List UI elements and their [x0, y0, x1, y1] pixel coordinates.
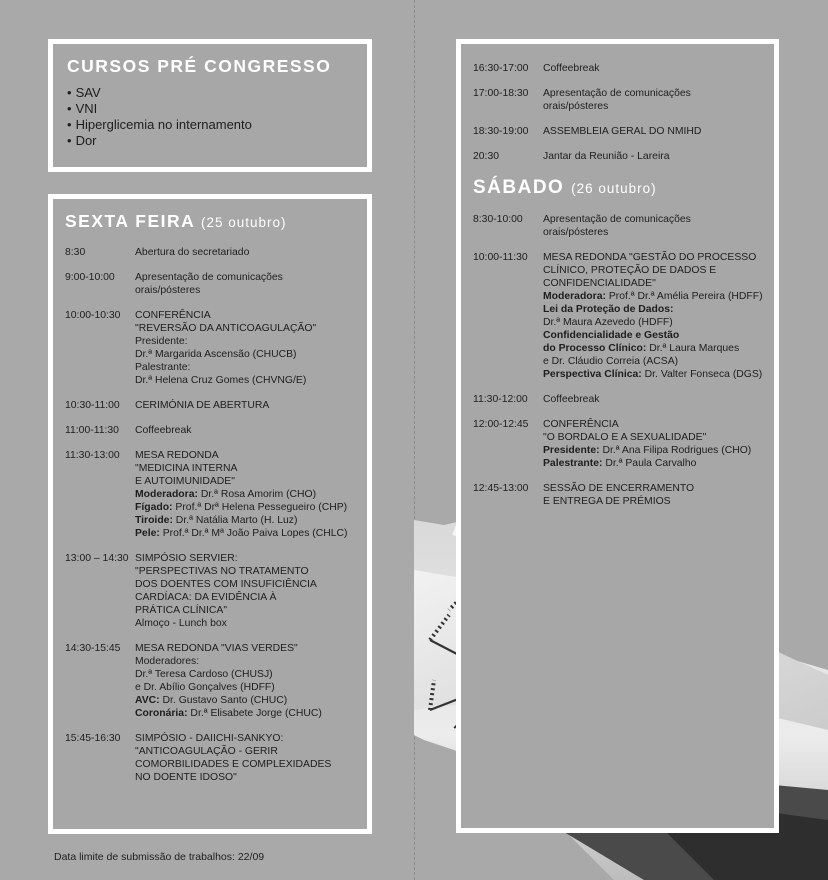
row-line: Moderadora: Prof.ª Dr.ª Amélia Pereira (HDFF)	[543, 291, 763, 302]
row-desc	[543, 213, 762, 239]
schedule-row	[65, 399, 355, 412]
sexta-date: (25 outubro)	[200, 215, 287, 230]
row-line: NO DOENTE IDOSO"	[135, 772, 237, 783]
curso-item: • Hiperglicemia no internamento	[67, 117, 353, 133]
schedule-row	[65, 732, 355, 784]
row-line: Perspectiva Clínica: Dr. Valter Fonseca (DGS)	[543, 369, 763, 380]
row-line: Tiroide: Dr.ª Natália Marto (H. Luz)	[135, 515, 298, 526]
row-line: e Dr. Abílio Gonçalves (HDFF)	[135, 682, 275, 693]
row-line: Presidente: Dr.ª Ana Filipa Rodrigues (CHO)	[543, 445, 752, 456]
row-desc	[135, 552, 355, 630]
schedule-row	[65, 309, 355, 387]
schedule-row	[65, 424, 355, 437]
row-line: MESA REDONDA "VIAS VERDES"	[135, 643, 298, 654]
row-desc	[543, 393, 762, 406]
row-line: COMORBILIDADES E COMPLEXIDADES	[135, 759, 332, 770]
schedule-row	[473, 150, 762, 163]
row-line: Pele: Prof.ª Dr.ª Mª João Paiva Lopes (CHLC)	[135, 528, 348, 539]
sabado-schedule	[473, 213, 762, 508]
schedule-row	[65, 449, 355, 540]
row-line: E ENTREGA DE PRÉMIOS	[543, 496, 671, 507]
row-line: e Dr. Cláudio Correia (ACSA)	[543, 356, 679, 367]
schedule-row	[473, 418, 762, 470]
sexta-continued-schedule	[473, 62, 762, 163]
row-line: Dr.ª Teresa Cardoso (CHUSJ)	[135, 669, 273, 680]
row-desc	[135, 309, 355, 387]
row-line: Dr.ª Maura Azevedo (HDFF)	[543, 317, 673, 328]
row-line: orais/pósteres	[543, 227, 609, 238]
schedule-row	[65, 642, 355, 720]
row-line: Coffeebreak	[543, 394, 600, 405]
row-line: "MEDICINA INTERNA	[135, 463, 238, 474]
row-line: ASSEMBLEIA GERAL DO NMIHD	[543, 126, 702, 137]
sexta-title	[65, 211, 355, 232]
schedule-row	[65, 246, 355, 259]
schedule-row	[65, 552, 355, 630]
row-line: PRÁTICA CLÍNICA"	[135, 605, 228, 616]
schedule-row	[473, 251, 762, 381]
row-desc	[135, 732, 355, 784]
right-program-box	[456, 39, 779, 833]
row-time: 15:45-16:30	[65, 733, 121, 744]
row-line: CONFERÊNCIA	[135, 310, 211, 321]
row-line: Jantar da Reunião - Lareira	[543, 151, 670, 162]
row-desc	[135, 246, 355, 259]
row-desc	[543, 251, 763, 381]
row-line: orais/pósteres	[543, 101, 609, 112]
row-time: 11:30-13:00	[65, 450, 120, 461]
curso-item: • VNI	[67, 101, 353, 117]
row-time: 10:00-10:30	[65, 310, 121, 321]
row-desc	[543, 150, 762, 163]
row-line: CONFERÊNCIA	[543, 419, 619, 430]
row-line: CLÍNICO, PROTEÇÃO DE DADOS E	[543, 265, 717, 276]
row-time: 14:30-15:45	[65, 643, 121, 654]
curso-item: • Dor	[67, 133, 353, 149]
row-desc	[543, 418, 762, 470]
row-line: "O BORDALO E A SEXUALIDADE"	[543, 432, 707, 443]
row-line: DOS DOENTES COM INSUFICIÊNCIA	[135, 579, 317, 590]
curso-item: • SAV	[67, 85, 353, 101]
row-line: Palestrante:	[135, 362, 191, 373]
row-time: 12:45-13:00	[473, 483, 529, 494]
cursos-title: CURSOS PRÉ CONGRESSO	[67, 56, 332, 76]
row-desc	[135, 271, 355, 297]
sabado-date: (26 outubro)	[571, 181, 657, 196]
row-line: Apresentação de comunicações	[543, 214, 691, 225]
row-time: 11:00-11:30	[65, 425, 119, 436]
sexta-day: SEXTA FEIRA	[65, 211, 195, 231]
row-line: SIMPÓSIO - DAIICHI-SANKYO:	[135, 733, 284, 744]
row-line: do Processo Clínico: Dr.ª Laura Marques	[543, 343, 740, 354]
schedule-row	[473, 213, 762, 239]
row-line: Coffeebreak	[543, 63, 600, 74]
sabado-title	[473, 177, 762, 199]
row-line: Fígado: Prof.ª Drª Helena Pessegueiro (CHP)	[135, 502, 348, 513]
sexta-schedule	[65, 246, 355, 784]
row-time: 10:30-11:00	[65, 400, 120, 411]
row-line: Moderadores:	[135, 656, 200, 667]
row-line: Coronária: Dr.ª Elisabete Jorge (CHUC)	[135, 708, 322, 719]
row-line: Apresentação de comunicações	[543, 88, 691, 99]
submission-deadline-note: Data limite de submissão de trabalhos: 22/09	[54, 851, 265, 863]
row-line: orais/pósteres	[135, 285, 201, 296]
row-line: "PERSPECTIVAS NO TRATAMENTO	[135, 566, 309, 577]
schedule-row	[473, 482, 762, 508]
row-line: SIMPÓSIO SERVIER:	[135, 553, 238, 564]
row-desc	[135, 424, 355, 437]
row-time: 18:30-19:00	[473, 126, 529, 137]
row-line: SESSÃO DE ENCERRAMENTO	[543, 483, 695, 494]
row-time: 16:30-17:00	[473, 63, 529, 74]
sexta-feira-box	[48, 194, 372, 834]
schedule-row	[473, 393, 762, 406]
row-line: Lei da Proteção de Dados:	[543, 304, 674, 315]
sabado-day: SÁBADO	[473, 177, 565, 198]
row-desc	[543, 482, 762, 508]
schedule-row	[65, 271, 355, 297]
row-line: Dr.ª Helena Cruz Gomes (CHVNG/E)	[135, 375, 307, 386]
row-line: Palestrante: Dr.ª Paula Carvalho	[543, 458, 697, 469]
row-desc	[543, 62, 762, 75]
cursos-pre-congresso-box	[48, 39, 372, 172]
row-time: 12:00-12:45	[473, 419, 529, 430]
cursos-list	[67, 85, 353, 149]
schedule-row	[473, 87, 762, 113]
row-time: 8:30	[65, 247, 86, 258]
row-line: "ANTICOAGULAÇÃO - GERIR	[135, 746, 278, 757]
row-line: Presidente:	[135, 336, 188, 347]
row-time: 8:30-10:00	[473, 214, 523, 225]
row-line: "REVERSÃO DA ANTICOAGULAÇÃO"	[135, 323, 317, 334]
row-line: Abertura do secretariado	[135, 247, 250, 258]
row-time: 9:00-10:00	[65, 272, 115, 283]
schedule-row	[473, 62, 762, 75]
row-time: 17:00-18:30	[473, 88, 529, 99]
row-desc	[135, 642, 355, 720]
row-line: Coffeebreak	[135, 425, 192, 436]
row-line: CONFIDENCIALIDADE"	[543, 278, 656, 289]
row-time: 13:00 – 14:30	[65, 553, 129, 564]
row-time: 10:00-11:30	[473, 252, 528, 263]
row-line: Apresentação de comunicações	[135, 272, 283, 283]
row-line: CARDÍACA: DA EVIDÊNCIA À	[135, 592, 277, 603]
row-line: Dr.ª Margarida Ascensão (CHUCB)	[135, 349, 297, 360]
row-line: AVC: Dr. Gustavo Santo (CHUC)	[135, 695, 288, 706]
row-desc	[135, 399, 355, 412]
row-line: Moderadora: Dr.ª Rosa Amorim (CHO)	[135, 489, 317, 500]
row-time: 11:30-12:00	[473, 394, 528, 405]
row-desc	[543, 125, 762, 138]
row-desc	[543, 87, 762, 113]
row-line: MESA REDONDA "GESTÃO DO PROCESSO	[543, 252, 757, 263]
row-line: Almoço - Lunch box	[135, 618, 227, 629]
row-time: 20:30	[473, 151, 500, 162]
schedule-row	[473, 125, 762, 138]
row-line: CERIMÓNIA DE ABERTURA	[135, 400, 270, 411]
row-line: E AUTOIMUNIDADE"	[135, 476, 235, 487]
row-desc	[135, 449, 355, 540]
row-line: MESA REDONDA	[135, 450, 219, 461]
row-line: Confidencialidade e Gestão	[543, 330, 680, 341]
